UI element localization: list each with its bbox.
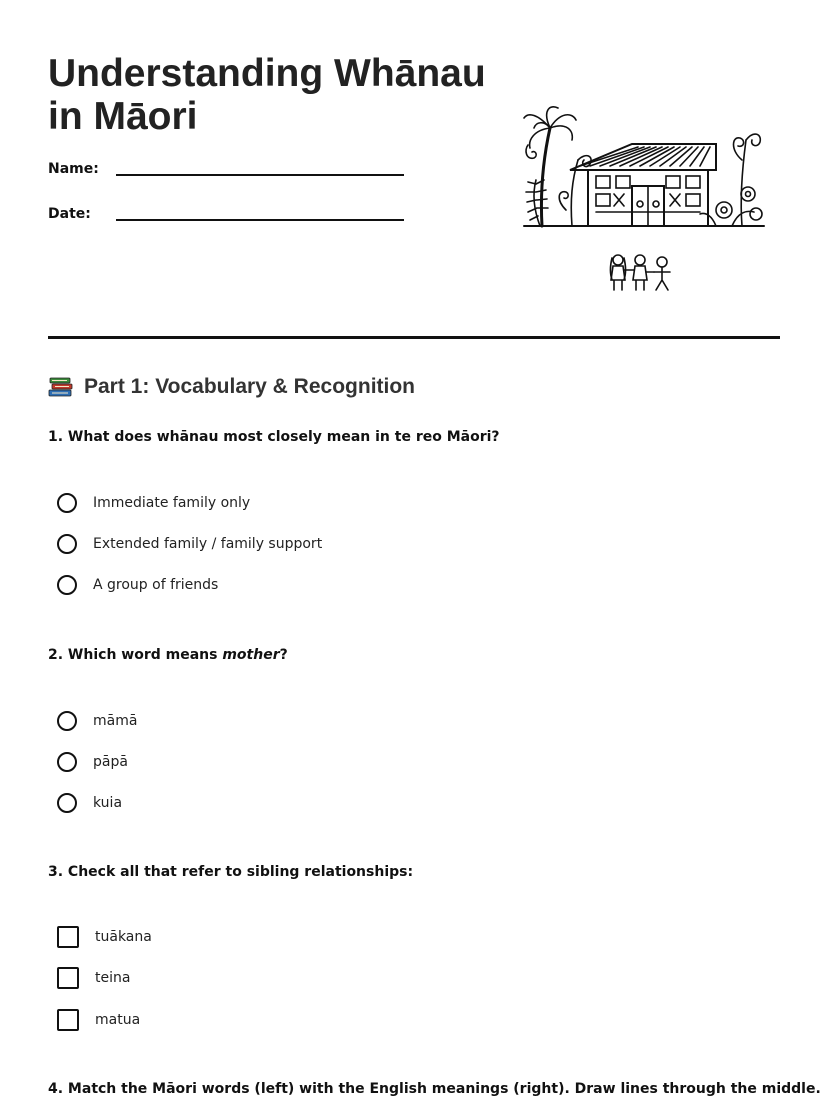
date-label: Date:	[48, 206, 91, 222]
option-label: māmā	[93, 713, 138, 729]
question-3: 3. Check all that refer to sibling relationships:	[48, 864, 414, 880]
q1-option-2[interactable]	[57, 531, 322, 557]
section-title: Part 1: Vocabulary & Recognition	[84, 375, 416, 398]
question-4: 4. Match the Māori words (left) with the English meanings (right). Draw lines through the middle.	[48, 1081, 821, 1097]
q2-option-1[interactable]	[57, 708, 137, 734]
radio-button[interactable]	[57, 534, 77, 554]
radio-button[interactable]	[57, 493, 77, 513]
q2-option-3[interactable]	[57, 790, 122, 816]
checkbox[interactable]	[57, 926, 79, 948]
q3-option-1[interactable]	[57, 924, 152, 950]
question-2-prefix: 2. Which word means	[48, 647, 223, 663]
q2-option-2[interactable]	[57, 749, 128, 775]
radio-button[interactable]	[57, 711, 77, 731]
section-heading	[48, 374, 415, 400]
option-label: teina	[95, 970, 131, 986]
question-1: 1. What does whānau most closely mean in te reo Māori?	[48, 429, 500, 445]
option-label: Immediate family only	[93, 495, 251, 511]
option-label: kuia	[93, 795, 123, 811]
name-label: Name:	[48, 161, 99, 177]
q3-option-3[interactable]	[57, 1007, 140, 1033]
page-title: Understanding Whānau in Māori	[48, 52, 486, 138]
option-label: A group of friends	[93, 577, 219, 593]
books-icon	[48, 374, 74, 400]
option-label: Extended family / family support	[93, 536, 323, 552]
radio-button[interactable]	[57, 752, 77, 772]
radio-button[interactable]	[57, 793, 77, 813]
q1-option-1[interactable]	[57, 490, 250, 516]
q1-option-3[interactable]	[57, 572, 218, 598]
checkbox[interactable]	[57, 1009, 79, 1031]
name-line[interactable]	[116, 174, 404, 176]
wharenui-illustration	[520, 100, 768, 300]
date-line[interactable]	[116, 219, 404, 221]
checkbox[interactable]	[57, 967, 79, 989]
q3-option-2[interactable]	[57, 965, 130, 991]
question-2-suffix: ?	[279, 647, 288, 663]
option-label: matua	[95, 1012, 141, 1028]
question-2-emphasis: mother	[222, 647, 280, 663]
option-label: tuākana	[95, 929, 152, 945]
option-label: pāpā	[93, 754, 128, 770]
section-divider	[48, 336, 780, 339]
question-2	[48, 647, 288, 663]
radio-button[interactable]	[57, 575, 77, 595]
